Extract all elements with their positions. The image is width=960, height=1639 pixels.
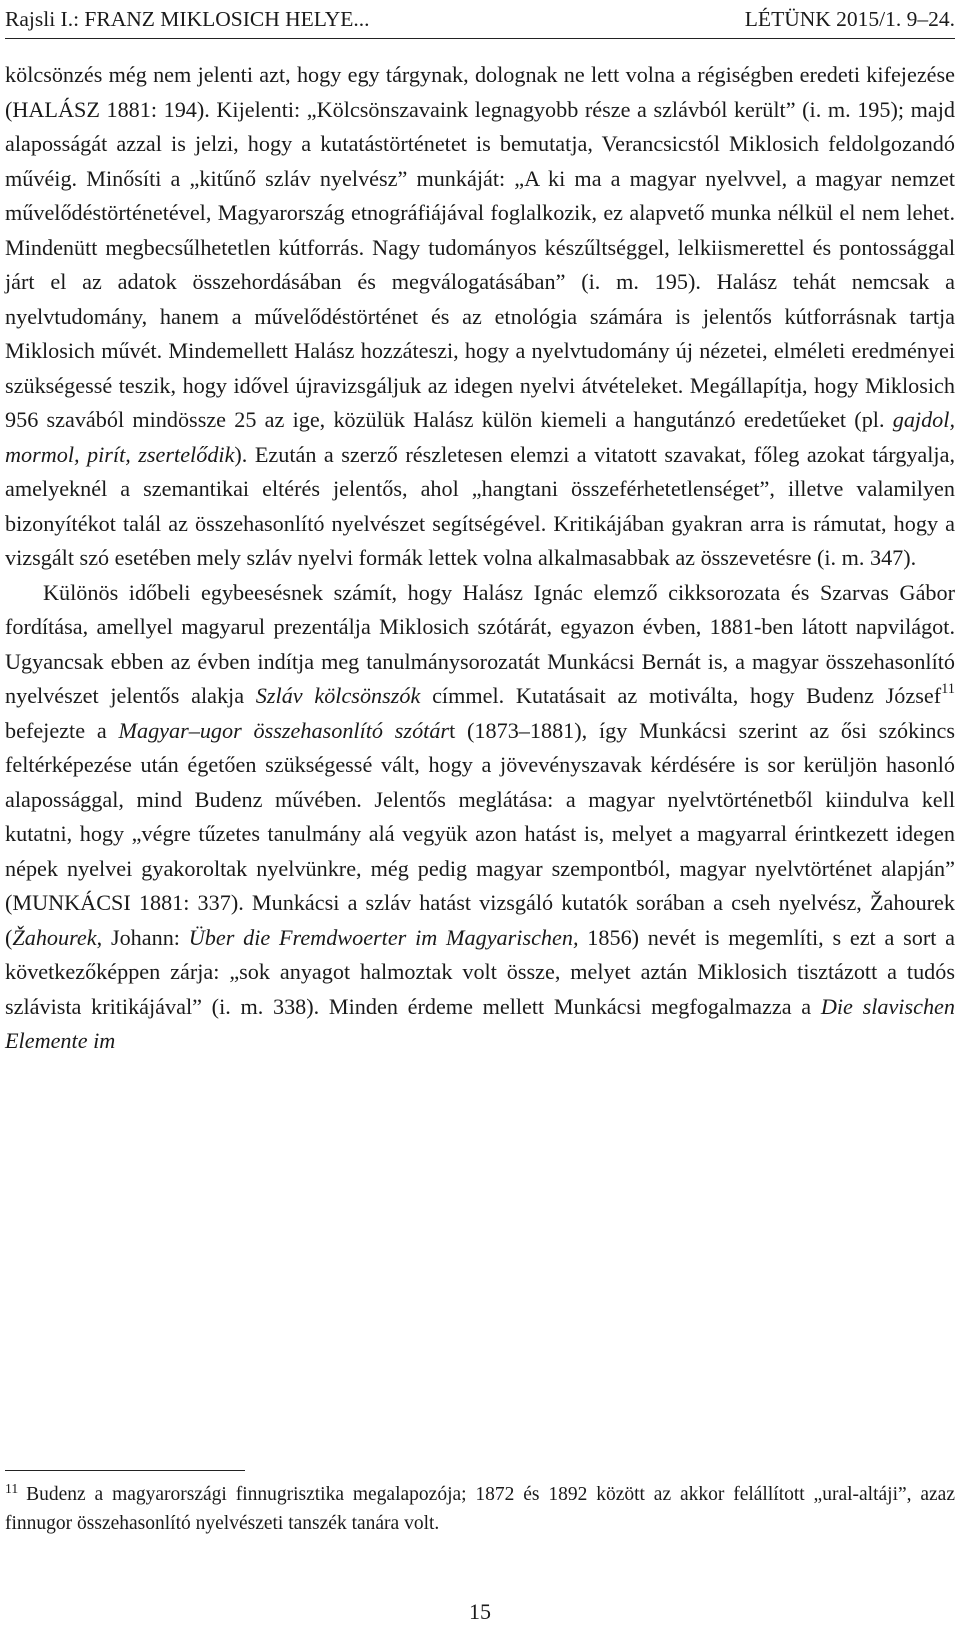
italic-text: Szláv kölcsönszók — [255, 683, 421, 708]
italic-text: Die slavischen Elemente im — [5, 993, 955, 1053]
footnote-text: Budenz a magyarországi finnugrisztika megalapozója; 1872 és 1892 között az akkor felállított „ural-altáji”, azaz finnugor összehasonlító nyelvészeti tanszék tanára volt. — [5, 1484, 955, 1534]
page-number: 15 — [469, 1599, 491, 1624]
italic-text: Magyar–ugor összehasonlító szótár — [118, 717, 450, 743]
italic-text: gajdol, mormol, pirít, zsertelődik — [5, 407, 955, 467]
running-header — [5, 4, 955, 39]
text-run: 1856) nevét is megemlíti, s ezt a sort a következőképpen zárja: „sok anyagot halmoztak volt össze, melyet aztán Miklosich tisztázott a tudós szlávista kritikájával” (i. m. 338). Minden érdeme mellett Munkácsi megfogalmazza a — [5, 924, 955, 1019]
body-text — [5, 58, 955, 1059]
text-run: befejezte a — [5, 717, 119, 743]
text-run: ). Ezután a szerző részletesen elemzi a vitatott szavakat, főleg azokat tárgyalja, amelyeknél a szemantikai eltérés jelentős, ahol „hangtani összeférhetetlenséget”, illetve valamilyen bizonyítékot talál az összehasonlító nyelvészet segítségével. Kritikájában gyakran arra is rámutat, hogy a vizsgált szó esetében mely szláv nyelvi formák lettek volna alkalmasabbak az összevetésre (i. m. 347). — [5, 441, 955, 570]
header-author-title: Rajsli I.: FRANZ MIKLOSICH HELYE... — [5, 7, 370, 31]
italic-text: Über die Fremdwoerter im Magyarischen, — [188, 924, 579, 950]
italic-text: Žahourek — [12, 924, 97, 950]
text-run: , Johann: — [96, 924, 189, 950]
text-run: Különös időbeli egybeesésnek számít, hogy Halász Ignác elemző cikksorozata és Szarvas Gábor fordítása, amellyel magyarul prezentálja Miklosich szótárát, egyazon évben, 1881-ben látott napvilágot. Ugyancsak ebben az évben indítja meg tanulmánysorozatát Munkácsi Bernát is, a magyar összehasonlító nyelvészet jelentős alakja — [5, 579, 955, 708]
text-run: t (1873–1881), így Munkácsi szerint az ősi szókincs feltérképezése után égetően szükségessé vált, hogy a jövevényszavak kérdésére is sor kerüljön hasonló alapossággal, mind Budenz művében. Jelentős meglátása: a magyar nyelvtörténetből kiindulva kell kutatni, hogy „végre tűzetes tanulmány alá vegyük azon hatást is, melyet a magyarral érintkezett idegen népek nyelvei gyakoroltak nyelvünkre, még pedig magyar szempontból, magyar nyelvtörténet alapján” (MUNKÁCSI 1881: 337). Munkácsi a szláv hatást vizsgáló kutatók sorában a cseh nyelvész, Žahourek ( — [5, 717, 955, 950]
paragraph — [5, 576, 955, 1059]
footnote-separator — [5, 1470, 245, 1471]
footnote-reference: 11 — [941, 681, 955, 698]
footnote-mark: 11 — [5, 1480, 19, 1496]
text-run: címmel. Kutatásait az motiválta, hogy Budenz József — [420, 683, 942, 708]
header-journal-citation: LÉTÜNK 2015/1. 9–24. — [744, 7, 955, 31]
footnote — [5, 1480, 955, 1538]
paragraph — [5, 58, 955, 576]
text-run: kölcsönzés még nem jelenti azt, hogy egy tárgynak, dolognak ne lett volna a régiségben eredeti kifejezése (HALÁSZ 1881: 194). Kijelenti: „Kölcsönszavaink legnagyobb része a szlávból került” (i. m. 195); majd alaposságát azzal is jelzi, hogy a kutatástörténetet is bemutatja, Verancsicstól Miklosich feldolgozandó művéig. Minősíti a „kitűnő szláv nyelvész” munkáját: „A ki ma a magyar nyelvvel, a magyar nemzet művelődéstörténetével, Magyarország etnográfiájával foglalkozik, ez alapvető munka nélkül el nem lehet. Mindenütt megbecsűlhetetlen kútforrás. Nagy tudományos készűltséggel, lelkiismerettel és pontossággal járt el az adatok összehordásában és megválogatásában” (i. m. 195). Halász tehát nemcsak a nyelvtudomány, hanem a művelődéstörténet és az etnológia számára is jelentős kútforrásnak tartja Miklosich művét. Mindemellett Halász hozzáteszi, hogy a nyelvtudomány új nézetei, elméleti eredményei szükségessé teszik, hogy idővel újravizsgáljuk az idegen nyelvi átvételeket. Megállapítja, hogy Miklosich 956 szavából mindössze 25 az ige, közülük Halász külön kiemeli a hangutánzó eredetűeket (pl. — [5, 62, 955, 432]
